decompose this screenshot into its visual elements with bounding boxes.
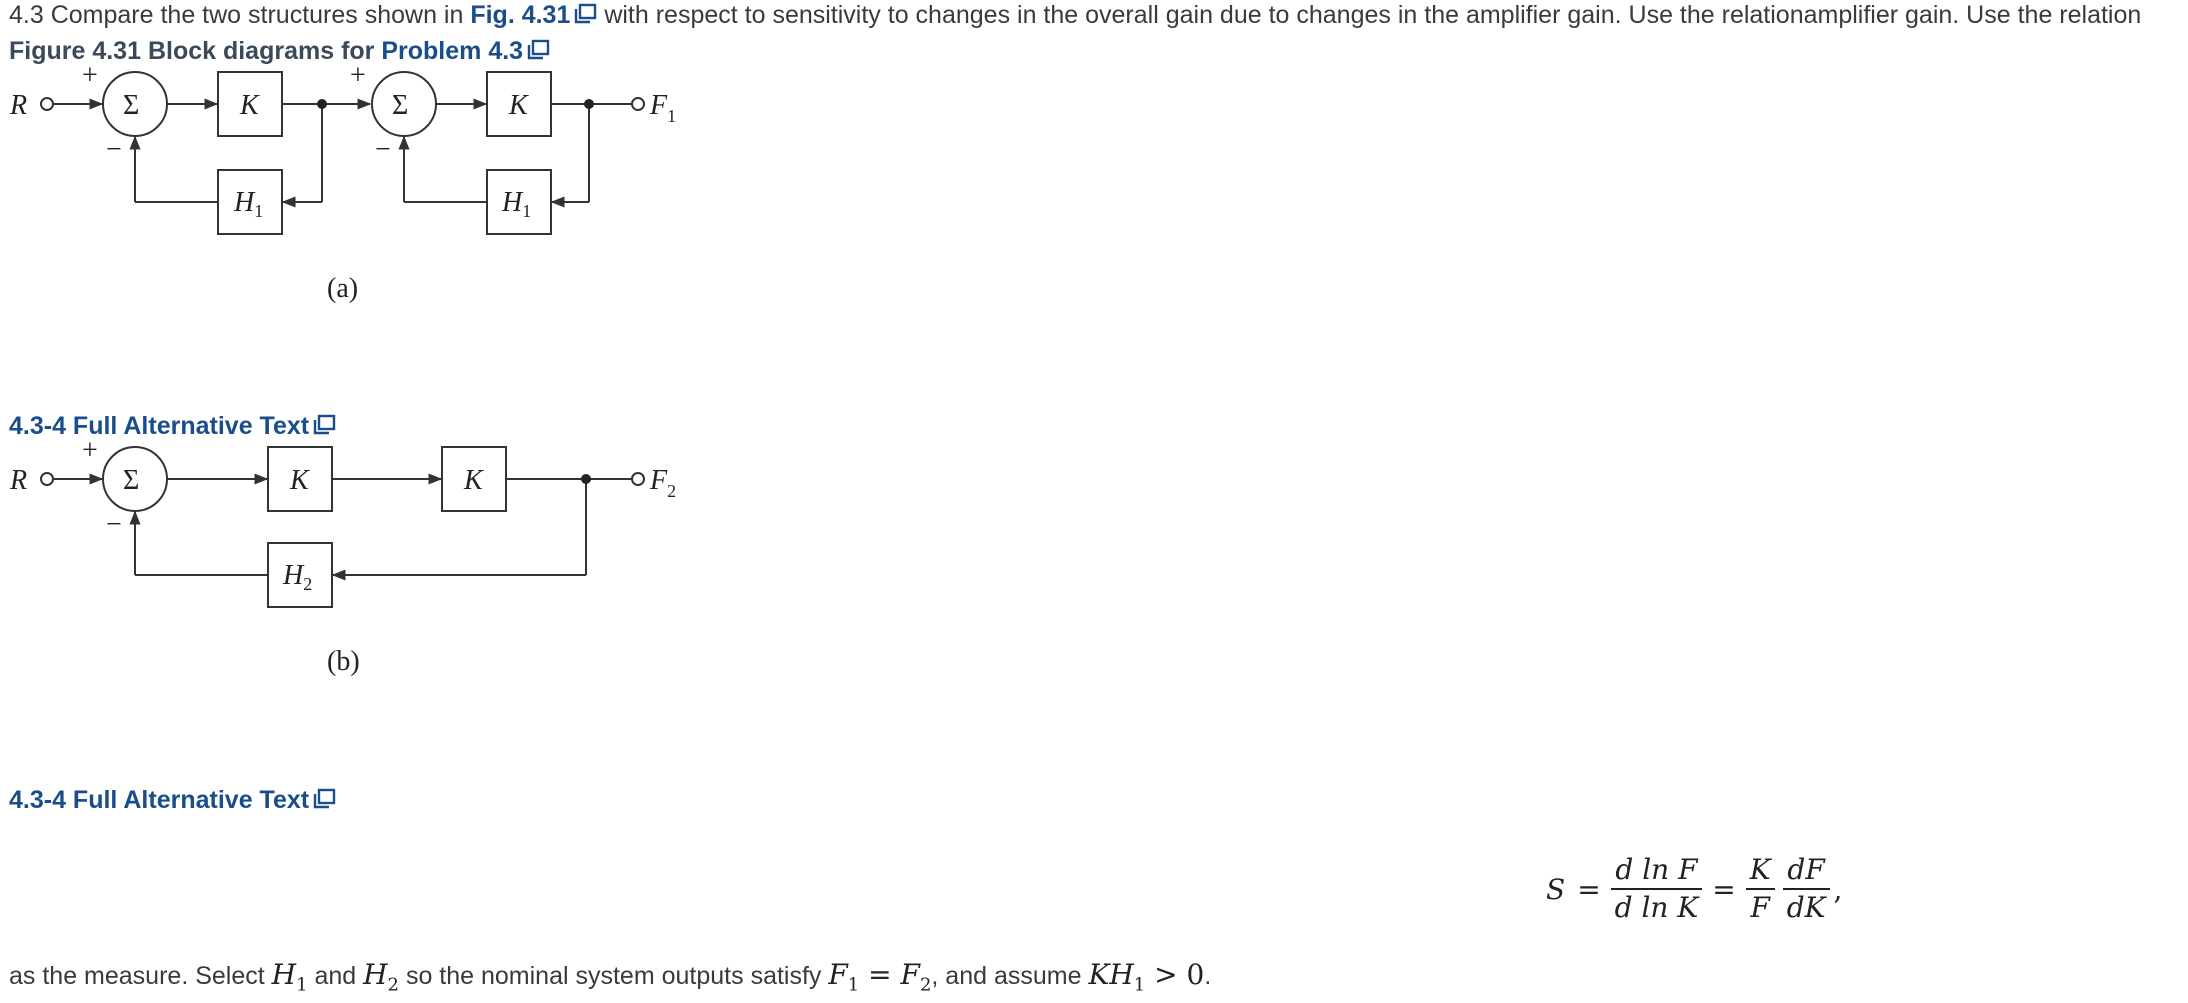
math-equals: = [859,958,901,991]
eq-fraction-dlnf-dlnk: $\frac{\text{d ln F}}{\text{d ln K}}$ [1611,852,1703,926]
gain-label-2: K [464,465,483,496]
plus-sign-2: + [350,60,366,91]
intro-rest-text: with respect to sensitivity to changes in the overall gain due to changes in the amplifier gain. Use the relationamplifier gain. Use the relation [597,1,2142,29]
eq-trailing-comma: , [1833,872,1843,906]
sigma-1: Σ [123,90,140,121]
feedback-label-1: $H_1$ [234,187,264,221]
figure-title-prefix: Figure 4.31 Block diagrams for [9,37,382,65]
branch-point-1 [317,99,327,109]
output-label: $F_1$ [650,90,677,126]
sensitivity-equation [1540,852,1848,926]
instructions-text: as the measure. Select $H_1$ and $H_2$ so the nominal system outputs satisfy $F_1 = F_2$, and assume $KH_1 > 0$. [9,958,1212,996]
block-diagram-b [0,435,720,685]
branch-point [581,474,591,484]
feedback-label-2: $H_1$ [502,187,532,221]
gain-label-1: K [240,90,259,121]
output-label: $F_2$ [650,465,677,501]
block-diagram-a [0,60,720,320]
eq-equals-2: = [1712,872,1736,906]
external-link-icon[interactable] [312,414,336,436]
sigma: Σ [123,465,140,496]
feedback-label: $H_2$ [283,560,313,594]
math-h2: $H_2$ [363,958,399,996]
minus-sign-2: − [375,134,391,165]
minus-sign-1: − [106,134,122,165]
math-gt-zero: > 0 [1145,958,1205,991]
output-terminal [632,98,644,110]
gain-label-2: K [509,90,528,121]
output-terminal [632,473,644,485]
input-label: R [10,465,28,496]
eq-fraction-df-dk: $\frac{dF}{dK}$ [1783,852,1830,926]
eq-equals-1: = [1577,872,1601,906]
eq-lhs: S [1546,872,1566,906]
fig-4-31-link[interactable]: Fig. 4.31 [470,1,571,29]
full-alt-text-link-2[interactable]: 4.3-4 Full Alternative Text [9,785,336,815]
math-kh1: $KH_1$ [1088,958,1146,996]
math-h1: $H_1$ [271,958,308,996]
external-link-icon[interactable] [573,3,597,25]
problem-statement [9,0,2141,30]
math-f1: $F_1$ [828,958,860,996]
gain-label-1: K [290,465,309,496]
problem-4-3-link[interactable]: Problem 4.3 [381,37,524,65]
plus-sign-1: + [82,60,98,91]
external-link-icon[interactable] [312,788,336,810]
intro-lead-text: 4.3 Compare the two structures shown in [9,1,471,29]
plus-sign: + [82,435,98,466]
branch-point-2 [584,99,594,109]
input-terminal [41,98,53,110]
input-label: R [10,90,28,121]
external-link-icon[interactable] [526,39,550,61]
caption-a: (a) [327,273,359,304]
caption-b: (b) [327,646,360,677]
full-alt-text-link-1[interactable]: 4.3-4 Full Alternative Text [9,411,336,441]
eq-fraction-k-f: $\frac{K}{F}$ [1746,852,1775,926]
sigma-2: Σ [392,90,409,121]
math-f2: $F_2$ [900,958,932,996]
input-terminal [41,473,53,485]
minus-sign: − [106,509,122,540]
